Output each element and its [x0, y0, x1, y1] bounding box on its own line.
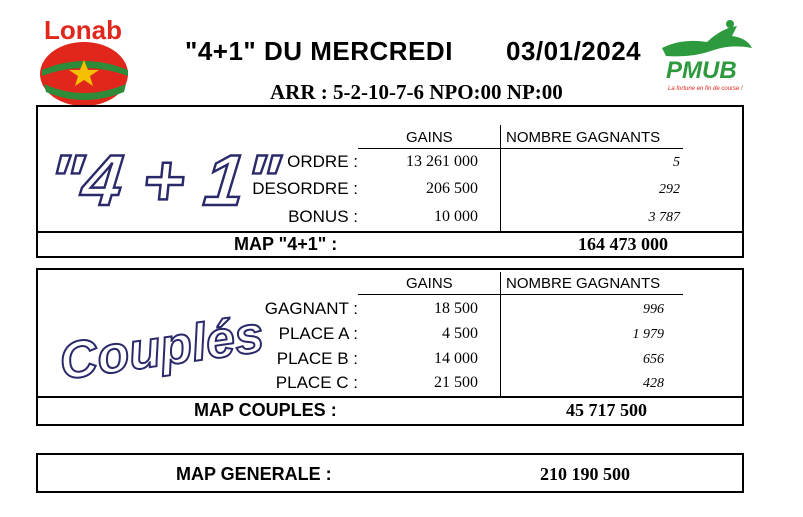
row-label-desordre: DESORDRE :: [252, 179, 358, 198]
col-winners-header: NOMBRE GAGNANTS: [506, 129, 661, 146]
map-4plus1-value: 164 473 000: [578, 234, 668, 254]
row-label-place-b: PLACE B :: [276, 349, 358, 368]
map-general-value: 210 190 500: [540, 464, 630, 484]
map-separator: [38, 231, 742, 233]
header-underline: [358, 294, 683, 295]
row-gain-desordre: 206 500: [426, 180, 478, 197]
row-winners-ordre: 5: [673, 155, 680, 170]
pmub-logo-text: PMUB: [666, 57, 737, 84]
section-couples: [36, 268, 744, 426]
row-winners-bonus: 3 787: [648, 210, 680, 225]
section-4plus1: [36, 105, 744, 258]
map-general-label: MAP GENERALE :: [176, 464, 332, 484]
section-general: [36, 453, 744, 493]
col-gains-header: GAINS: [406, 129, 453, 146]
row-gain-place-a: 4 500: [442, 325, 478, 342]
row-label-bonus: BONUS :: [288, 207, 358, 226]
header-underline: [358, 148, 683, 149]
row-gain-place-b: 14 000: [434, 350, 478, 367]
lonab-logo: [36, 12, 136, 107]
row-gain-ordre: 13 261 000: [406, 153, 478, 170]
map-couples-label: MAP COUPLES :: [194, 400, 337, 420]
row-winners-gagnant: 996: [643, 302, 664, 317]
row-label-place-c: PLACE C :: [275, 373, 358, 392]
row-gain-bonus: 10 000: [434, 208, 478, 225]
row-winners-desordre: 292: [659, 182, 680, 197]
banner-couples-text: Couplés: [56, 305, 268, 392]
page-title: "4+1" DU MERCREDI: [185, 36, 453, 66]
row-winners-place-c: 428: [643, 376, 664, 391]
map-couples-value: 45 717 500: [566, 400, 647, 420]
col-winners-header: NOMBRE GAGNANTS: [506, 275, 661, 292]
arrival-result: ARR : 5-2-10-7-6 NPO:00 NP:00: [270, 80, 563, 104]
row-label-place-a: PLACE A :: [278, 324, 358, 343]
lonab-logo-text: Lonab: [44, 15, 122, 45]
row-winners-place-a: 1 979: [632, 327, 664, 342]
draw-date: 03/01/2024: [506, 36, 642, 66]
col-gains-header: GAINS: [406, 275, 453, 292]
pmub-logo: [652, 18, 762, 98]
banner-4plus1: [44, 127, 283, 227]
row-gain-gagnant: 18 500: [434, 300, 478, 317]
banner-4plus1-text: "4 + 1": [44, 141, 283, 221]
map-separator: [38, 396, 742, 398]
row-label-gagnant: GAGNANT :: [264, 299, 358, 318]
row-label-ordre: ORDRE :: [287, 152, 358, 171]
map-4plus1-label: MAP "4+1" :: [234, 234, 338, 254]
row-gain-place-c: 21 500: [434, 374, 478, 391]
column-divider: [500, 272, 501, 396]
column-divider: [500, 125, 501, 233]
pmub-tagline: La fortune en fin de course !: [668, 86, 743, 92]
row-winners-place-b: 656: [643, 352, 664, 367]
banner-couples: [52, 292, 268, 397]
